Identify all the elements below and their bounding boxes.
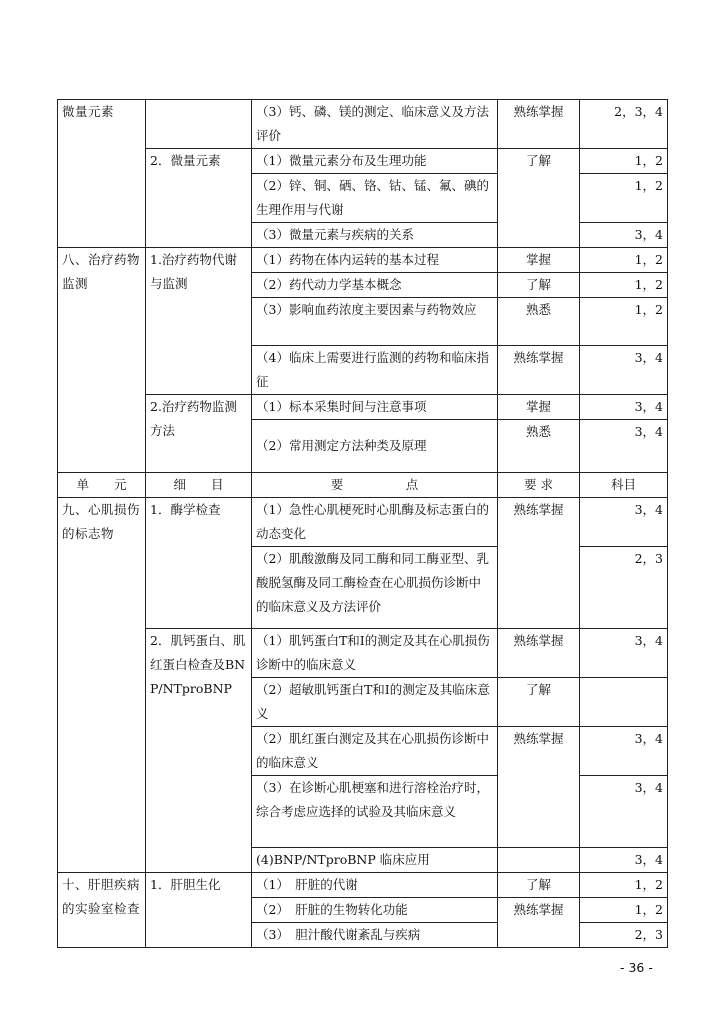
requirement-cell: 熟练掌握 — [498, 100, 580, 149]
requirement-cell: 了解 — [498, 678, 580, 727]
requirement-cell: 熟练掌握 — [498, 898, 580, 948]
table-row — [58, 100, 668, 149]
point-cell: （2）常用测定方法种类及原理 — [252, 420, 498, 473]
subject-cell: 2，3 — [580, 923, 668, 948]
header-detail: 细 目 — [146, 473, 252, 498]
subject-cell: 3，4 — [580, 395, 668, 420]
table-row — [58, 873, 668, 898]
page-number: - 36 - — [620, 960, 653, 975]
requirement-cell: 了解 — [498, 149, 580, 248]
subject-cell: 1，2 — [580, 273, 668, 298]
requirement-cell: 熟练掌握 — [498, 727, 580, 848]
subject-cell: 2，3，4 — [580, 100, 668, 149]
table-header-row — [58, 473, 668, 498]
subject-cell: 1，2 — [580, 298, 668, 346]
point-cell: （3） 胆汁酸代谢紊乱与疾病 — [252, 923, 498, 948]
point-cell: （1）急性心肌梗死时心肌酶及标志蛋白的动态变化 — [252, 498, 498, 547]
point-cell: （2）肌酸激酶及同工酶和同工酶亚型、乳酸脱氢酶及同工酶检查在心肌损伤诊断中的临床意义及方法评价 — [252, 547, 498, 629]
detail-cell: 1.治疗药物代谢与监测 — [146, 248, 252, 395]
detail-cell — [146, 100, 252, 149]
point-cell: （1）肌钙蛋白T和I的测定及其在心肌损伤诊断中的临床意义 — [252, 629, 498, 678]
subject-cell: 1，2 — [580, 873, 668, 898]
subject-cell: 1，2 — [580, 149, 668, 174]
point-cell: （3）微量元素与疾病的关系 — [252, 223, 498, 248]
subject-cell: 1，2 — [580, 898, 668, 923]
header-unit: 单 元 — [58, 473, 146, 498]
subject-cell: 2，3 — [580, 547, 668, 629]
requirement-cell: 熟练掌握 — [498, 346, 580, 395]
subject-cell: 3，4 — [580, 420, 668, 473]
requirement-cell: 掌握 — [498, 248, 580, 273]
requirement-cell: 熟悉 — [498, 298, 580, 346]
point-cell: （1）药物在体内运转的基本过程 — [252, 248, 498, 273]
point-cell: (4)BNP/NTproBNP 临床应用 — [252, 848, 498, 873]
point-cell: （2）锌、铜、硒、铬、钴、锰、氟、碘的生理作用与代谢 — [252, 174, 498, 223]
header-requirement: 要 求 — [498, 473, 580, 498]
subject-cell: 3，4 — [580, 346, 668, 395]
requirement-cell — [498, 848, 580, 873]
point-cell: （1）标本采集时间与注意事项 — [252, 395, 498, 420]
table-row — [58, 248, 668, 273]
requirement-cell: 熟练掌握 — [498, 629, 580, 678]
subject-cell — [580, 678, 668, 727]
subject-cell: 3，4 — [580, 223, 668, 248]
point-cell: （1） 肝脏的代谢 — [252, 873, 498, 898]
detail-cell: 2.治疗药物监测方法 — [146, 395, 252, 473]
point-cell: （1）微量元素分布及生理功能 — [252, 149, 498, 174]
requirement-cell: 熟练掌握 — [498, 498, 580, 629]
subject-cell: 3，4 — [580, 498, 668, 547]
syllabus-table — [57, 99, 668, 948]
subject-cell: 1，2 — [580, 174, 668, 223]
requirement-cell: 了解 — [498, 273, 580, 298]
header-points: 要 点 — [252, 473, 498, 498]
point-cell: （3）在诊断心肌梗塞和进行溶栓治疗时，综合考虑应选择的试验及其临床意义 — [252, 776, 498, 848]
subject-cell: 3，4 — [580, 727, 668, 776]
subject-cell: 1，2 — [580, 248, 668, 273]
detail-cell: 1．肝胆生化 — [146, 873, 252, 948]
detail-cell: 2．肌钙蛋白、肌红蛋白检查及BNP/NTproBNP — [146, 629, 252, 873]
table-row — [58, 629, 668, 678]
unit-cell: 九、心肌损伤的标志物 — [58, 498, 146, 873]
subject-cell: 3，4 — [580, 776, 668, 848]
point-cell: （2）超敏肌钙蛋白T和I的测定及其临床意义 — [252, 678, 498, 727]
detail-cell: 2．微量元素 — [146, 149, 252, 248]
point-cell: （2）肌红蛋白测定及其在心肌损伤诊断中的临床意义 — [252, 727, 498, 776]
subject-cell: 3，4 — [580, 848, 668, 873]
point-cell: （3）影响血药浓度主要因素与药物效应 — [252, 298, 498, 346]
requirement-cell: 熟悉 — [498, 420, 580, 473]
requirement-cell: 了解 — [498, 873, 580, 898]
point-cell: （2） 肝脏的生物转化功能 — [252, 898, 498, 923]
table-row — [58, 149, 668, 174]
point-cell: （2）药代动力学基本概念 — [252, 273, 498, 298]
unit-cell: 八、治疗药物监测 — [58, 248, 146, 473]
requirement-cell: 掌握 — [498, 395, 580, 420]
table-row — [58, 498, 668, 547]
header-subject: 科目 — [580, 473, 668, 498]
unit-cell: 十、肝胆疾病的实验室检查 — [58, 873, 146, 948]
detail-cell: 1．酶学检查 — [146, 498, 252, 629]
unit-cell: 微量元素 — [58, 100, 146, 248]
table-row — [58, 395, 668, 420]
point-cell: （3）钙、磷、镁的测定、临床意义及方法评价 — [252, 100, 498, 149]
point-cell: （4）临床上需要进行监测的药物和临床指征 — [252, 346, 498, 395]
subject-cell: 3，4 — [580, 629, 668, 678]
